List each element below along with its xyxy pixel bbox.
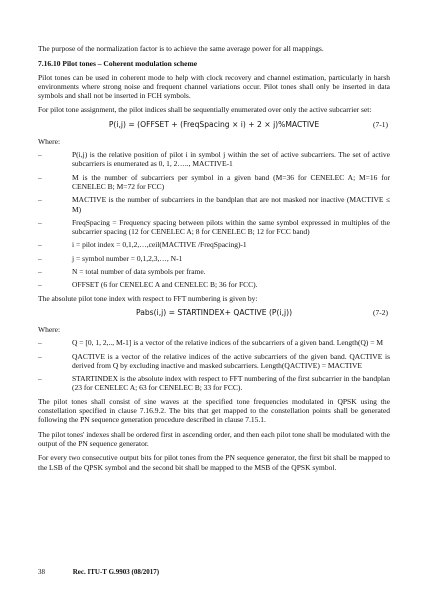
equation-number: (7-1) (373, 119, 388, 129)
list-item: – Q = [0, 1, 2,.., M-1] is a vector of the relative indices of the subcarriers of a given band. Length(Q) = M (38, 338, 384, 348)
document-body (38, 44, 390, 477)
list-item: – N = total number of data symbols per frame. (38, 267, 206, 277)
equation-number: (7-2) (373, 307, 388, 317)
list-item: – P(i,j) is the relative position of pilot i in symbol j within the set of active subcarriers. The set of active subcarriers is enumerated as 0, 1, 2….., MACTIVE-1 (38, 150, 390, 169)
page-number: 38 (38, 568, 45, 576)
where-label: Where: (38, 136, 61, 146)
page-footer (38, 568, 159, 576)
definition-list-2 (38, 338, 390, 392)
intro-paragraph: The purpose of the normalization factor is to achieve the same average power for all mappings. (38, 44, 324, 53)
list-item: – M is the number of subcarriers per symbol in a given band (M=36 for CENELEC A; M=16 for CENELEC B; M=72 for FCC) (38, 172, 390, 191)
paragraph-6: For every two consecutive output bits for pilot tones from the PN sequence generator, the first bit shall be mapped to the LSB of the QPSK symbol and the second bit shall be mapped to the MSB of the QPSK symbol. (38, 453, 390, 472)
list-item: – OFFSET (6 for CENELEC A and CENELEC B; 36 for FCC). (38, 280, 258, 290)
list-item: – STARTINDEX is the absolute index with respect to FFT numbering of the first subcarrier in the bandplan (23 for CENELEC A; 63 for CENELEC B; 33 for FCC). (38, 374, 390, 393)
paragraph-4: The pilot tones shall consist of sine waves at the specified tone frequencies modulated in QPSK using the constellation specified in clause 7.16.9.2. The bits that get mapped to the constellation points shall be generated following the PN sequence generation procedure described in clause 7.15.1. (38, 396, 390, 425)
document-reference: Rec. ITU-T G.9903 (08/2017) (72, 568, 160, 576)
list-item: – FreqSpacing = Frequency spacing between pilots within the same symbol expressed in multiples of the subcarrier spacing (12 for CENELEC A; 8 for CENELEC B; 12 for FCC band) (38, 217, 390, 237)
paragraph-5: The pilot tones' indexes shall be ordered first in ascending order, and then each pilot tone shall be modulated with the output of the PN sequence generator. (38, 429, 390, 448)
equation-7-2 (38, 308, 390, 319)
paragraph-3: The absolute pilot tone index with respect to FFT numbering is given by: (38, 293, 258, 303)
list-item: – QACTIVE is a vector of the relative indices of the active subcarriers of the given band. QACTIVE is derived from Q by excluding inactive and masked subcarriers. Length(QACTIVE) = MACTIVE (38, 351, 390, 370)
where-label: Where: (38, 324, 61, 334)
list-item: – MACTIVE is the number of subcarriers in the bandplan that are not masked nor inactive (MACTIVE ≤ M) (38, 195, 390, 214)
equation-formula: P(i,j) = (OFFSET + (FreqSpacing × i) + 2 × j)%MACTIVE (108, 119, 320, 129)
paragraph-1: Pilot tones can be used in coherent mode to help with clock recovery and channel estimation, particularly in harsh environments where strong noise and frequent channel variations occur. Pilot tones shall only be inserted in data symbols and shall not be inserted in FCH symbols. (38, 72, 390, 101)
section-heading: 7.16.10 Pilot tones – Coherent modulation scheme (38, 59, 198, 69)
definition-list-1 (38, 150, 390, 290)
equation-7-1 (38, 120, 390, 131)
paragraph-2: For pilot tone assignment, the pilot indices shall be sequentially enumerated over only the active subcarrier set: (38, 105, 372, 115)
list-item: – j = symbol number = 0,1,2,3,…, N-1 (38, 253, 183, 263)
equation-formula: Pabs(i,j) = STARTINDEX+ QACTIVE (P(i,j)) (135, 307, 293, 317)
list-item: – i = pilot index = 0,1,2,…,ceil(MACTIVE /FreqSpacing)-1 (38, 240, 247, 250)
